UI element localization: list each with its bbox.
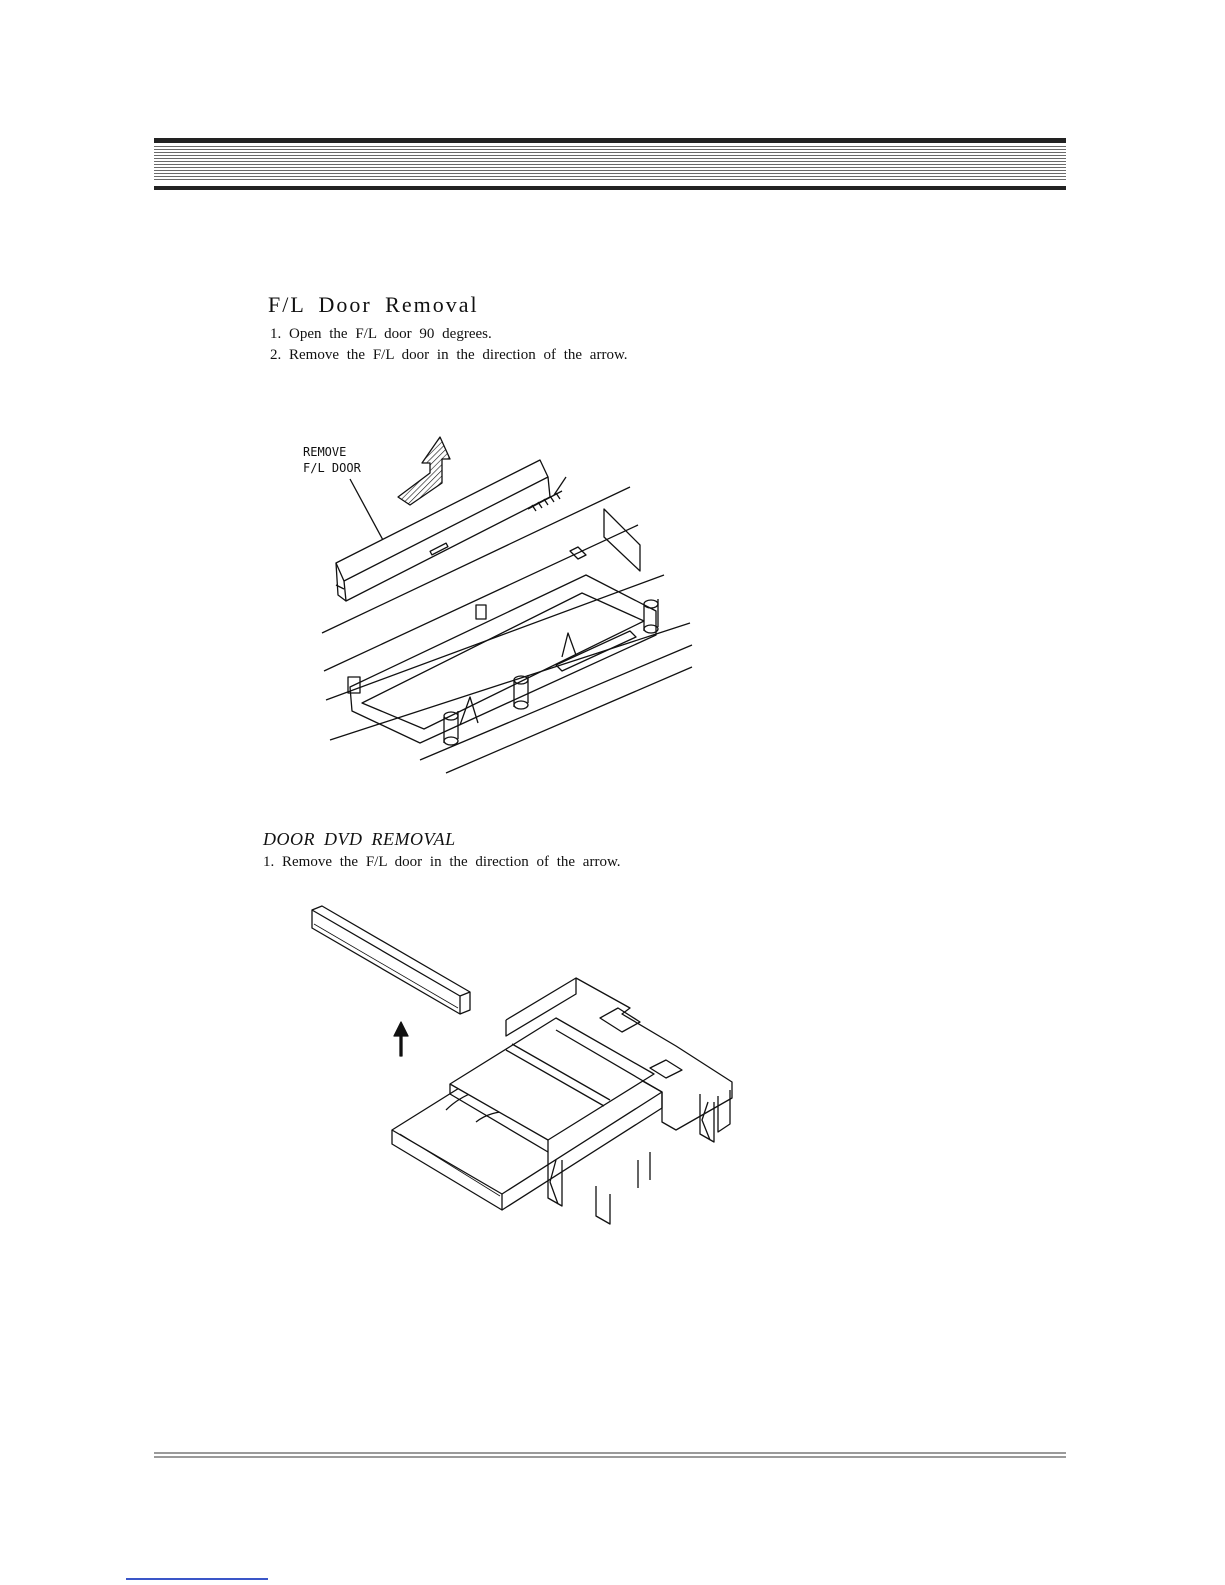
header-top-rule [154, 138, 1066, 143]
door-dvd-step-1: 1. Remove the F/L door in the direction of the arrow. [263, 854, 621, 870]
removal-arrow-icon [398, 437, 450, 505]
up-arrow-icon [394, 1022, 408, 1056]
remove-fl-door-label-line2: F/L DOOR [303, 461, 361, 475]
door-dvd-steps [263, 852, 621, 873]
fl-door-title: F/L Door Removal [268, 292, 479, 317]
dvd-door-bar [312, 906, 470, 1014]
header-bottom-rule [154, 186, 1066, 190]
fl-door-step-1: 1. Open the F/L door 90 degrees. [270, 326, 492, 342]
fl-door-steps [270, 324, 628, 366]
door-dvd-title: DOOR DVD REMOVAL [263, 829, 456, 849]
door-dvd-diagram [300, 898, 760, 1243]
post-icons [348, 599, 658, 745]
fl-door-diagram [300, 425, 720, 780]
fl-door-step-2: 2. Remove the F/L door in the direction of the arrow. [270, 347, 628, 363]
header-band [154, 138, 1066, 190]
corner-mark [126, 1578, 268, 1580]
spring-icon [528, 491, 562, 511]
footer-rule [154, 1452, 1066, 1458]
header-hatch [154, 146, 1066, 182]
remove-fl-door-label-line1: REMOVE [303, 445, 347, 459]
